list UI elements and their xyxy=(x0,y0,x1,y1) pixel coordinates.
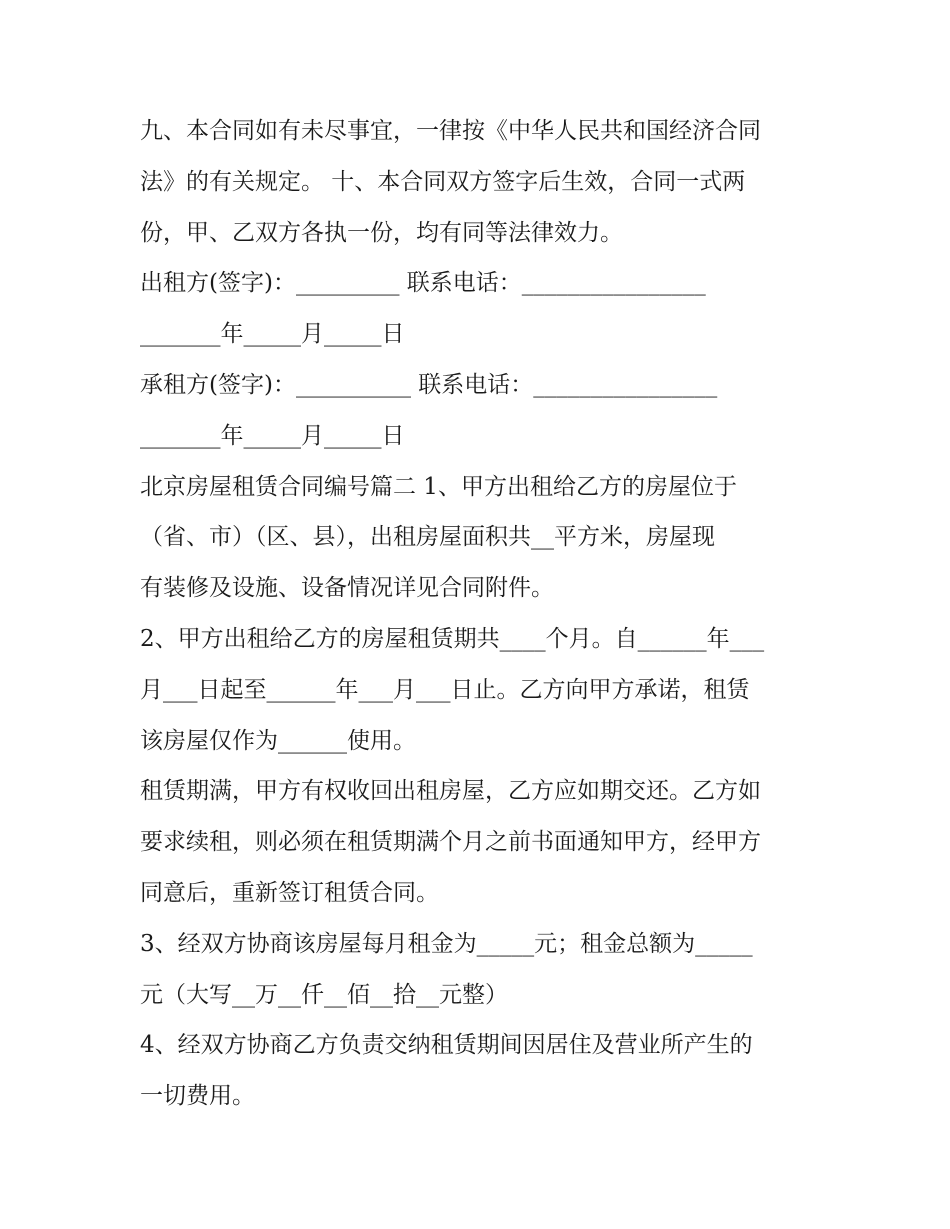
text-line: 有装修及设施、设备情况详见合同附件。 xyxy=(140,575,554,602)
text-line: 2、甲方出租给乙方的房屋租赁期共____个月。自______年___ xyxy=(140,625,765,652)
text-line: 该房屋仅作为______使用。 xyxy=(140,727,416,754)
text-line: 九、本合同如有未尽事宜，一律按《中华人民共和国经济合同 xyxy=(140,118,761,144)
text-line: 同意后，重新签订租赁合同。 xyxy=(140,879,439,906)
text-line: 法》的有关规定。 十、本合同双方签字后生效，合同一式两 xyxy=(140,168,746,195)
lessor-date-line: _______年_____月_____日 xyxy=(140,321,405,348)
lessee-date-line: _______年_____月_____日 xyxy=(140,422,405,449)
text-line: （省、市）（区、县），出租房屋面积共__平方米，房屋现 xyxy=(140,524,715,551)
text-line: 要求续租，则必须在租赁期满个月之前书面通知甲方，经甲方 xyxy=(140,829,761,856)
text-line: 北京房屋租赁合同编号篇二 1、甲方出租给乙方的房屋位于 xyxy=(140,473,737,500)
text-line: 3、经双方协商该房屋每月租金为_____元；租金总额为_____ xyxy=(140,930,753,957)
text-line: 份，甲、乙双方各执一份，均有同等法律效力。 xyxy=(140,219,623,246)
document-body xyxy=(140,106,830,1122)
text-line: 元（大写__万__仟__佰__拾__元整） xyxy=(140,981,508,1008)
text-line: 一切费用。 xyxy=(140,1083,255,1110)
text-line: 4、经双方协商乙方负责交纳租赁期间因居住及营业所产生的 xyxy=(140,1032,753,1059)
lessor-signature-line: 出租方(签字)：_________ 联系电话：________________ xyxy=(140,270,706,297)
lessee-signature-line: 承租方(签字)：__________ 联系电话：________________ xyxy=(140,371,718,398)
text-line: 月___日起至______年___月___日止。乙方向甲方承诺，租赁 xyxy=(140,676,750,703)
text-line: 租赁期满，甲方有权收回出租房屋，乙方应如期交还。乙方如 xyxy=(140,778,761,805)
